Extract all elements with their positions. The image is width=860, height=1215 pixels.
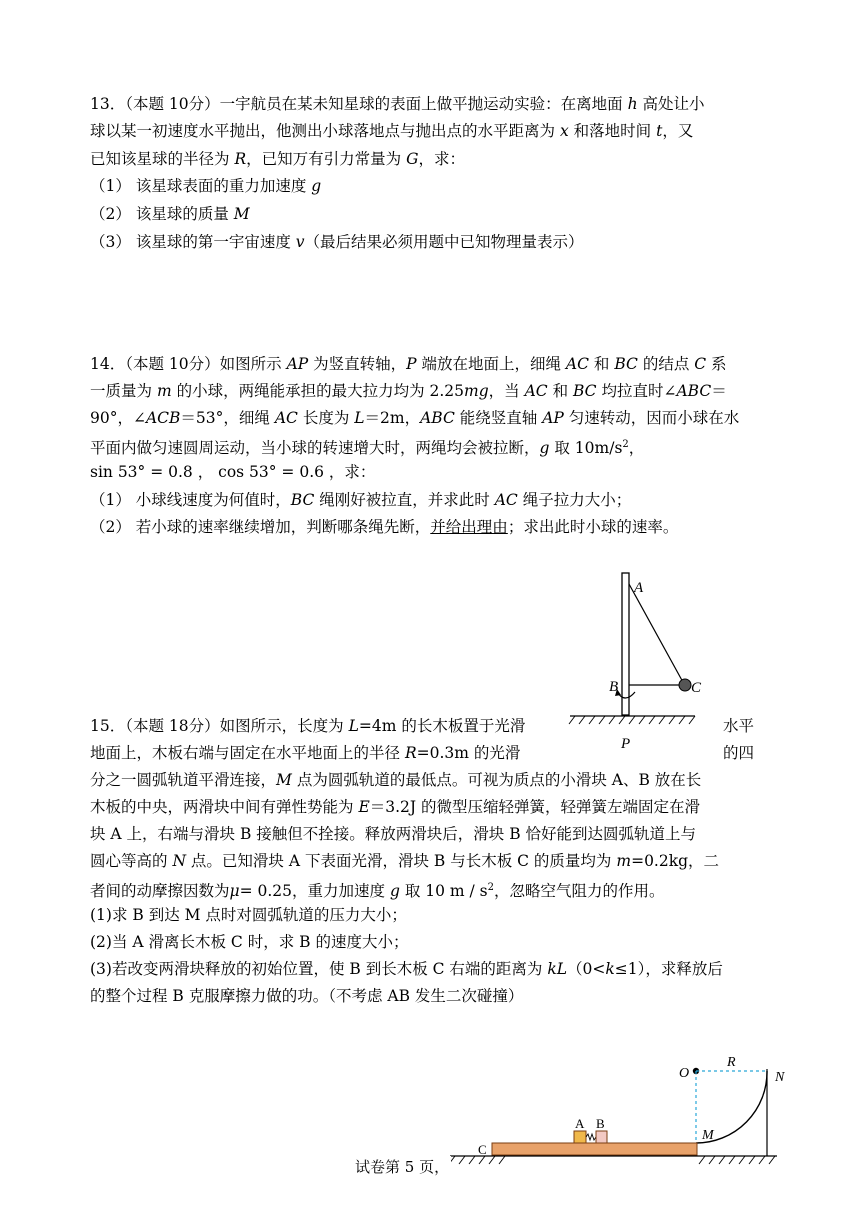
text-run: ＝2m， (364, 409, 421, 427)
q15-sub-4: 的整个过程 B 克服摩擦力做的功。（不考虑 AB 发生二次碰撞） (90, 987, 524, 1005)
text-run: 14．（本题 10分）如图所示 (90, 355, 287, 373)
math-variable: C (694, 355, 707, 373)
q15-line-2: 地面上，木板右端与固定在水平地面上的半径 R=0.3m 的光滑 (90, 744, 521, 762)
text-run: 长度为 (297, 409, 355, 427)
label-p: P (621, 736, 631, 752)
block-b (596, 1131, 607, 1143)
text-run: 绳子拉力大小； (517, 491, 632, 509)
label-r: R (727, 1055, 736, 1070)
math-variable: AC (274, 409, 298, 427)
q15-line-1: 15．（本题 18分）如图所示，长度为 L=4m 的长木板置于光滑 (90, 717, 526, 735)
q14-line-5: sin 53° = 0.8 ， cos 53° = 0.6 ，求： (90, 463, 376, 481)
spring-icon (586, 1134, 596, 1140)
text-run: 能绕竖直轴 (454, 409, 543, 427)
label-c: C (478, 1142, 487, 1157)
label-n: N (775, 1070, 785, 1085)
text-run: 和 (588, 355, 615, 373)
q15-sub-3: (3)若改变两滑块释放的初始位置，使 B 到长木板 C 右端的距离为 kL（0<k≤1），求释放后 (90, 960, 723, 978)
q15-sub-1: (1)求 B 到达 M 点时对圆弧轨道的压力大小； (90, 906, 407, 924)
text-run: 绳刚好被拉直，并求此时 (314, 491, 495, 509)
rotation-axis (622, 573, 629, 715)
q13-sub-3: （3） 该星球的第一宇宙速度 v（最后结果必须用题中已知物理量表示） (90, 233, 584, 251)
math-variable: BC (614, 355, 638, 373)
text-run: 一质量为 (90, 382, 157, 400)
q14-line-1 (90, 353, 727, 375)
math-variable: AC (524, 382, 548, 400)
page-footer: 试卷第 5 页， (355, 1158, 450, 1176)
q13-sub-1: （1） 该星球表面的重力加速度 g (90, 177, 322, 195)
label-b: B (609, 679, 619, 695)
q15-line-2-end: 的四 (723, 744, 755, 762)
math-variable: ABC (676, 382, 712, 400)
text-run: ＝53°，细绳 (180, 409, 275, 427)
q14-sub-2: （2） 若小球的速率继续增加，判断哪条绳先断，并给出理由；求出此时小球的速率。 (90, 518, 679, 536)
q13-line-2: 球以某一初速度水平抛出，他测出小球落地点与抛出点的水平距离为 x 和落地时间 t，又 (90, 122, 694, 140)
text-run: 为竖直转轴， (308, 355, 407, 373)
ball-c (679, 679, 691, 691)
text-run: 均拉直时∠ (596, 382, 677, 400)
math-variable: BC (573, 382, 597, 400)
block-a (574, 1131, 586, 1143)
math-variable: AP (542, 409, 564, 427)
q14-figure (565, 568, 705, 753)
q15-line-7: 者间的动摩擦因数为μ= 0.25，重力加速度 g 取 10 m / $s^2$，忽略空气阻力的作用。 (90, 882, 665, 901)
math-variable: ABC (420, 409, 455, 427)
q14-line-2 (90, 380, 727, 402)
q13-sub-2: （2） 该星球的质量 M (90, 205, 250, 223)
math-variable: ACB (145, 409, 181, 427)
math-variable: L (354, 409, 365, 427)
math-variable: P (406, 355, 417, 373)
label-o: O (679, 1066, 690, 1081)
q14-sub-1 (90, 489, 631, 511)
q15-figure (445, 1055, 795, 1165)
q15-line-5: 块 A 上，右端与滑块 B 接触但不拴接。释放两滑块后，滑块 B 恰好能到达圆弧轨道上与 (90, 825, 697, 843)
label-b: B (596, 1116, 605, 1131)
q15-line-4: 木板的中央，两滑块中间有弹性势能为 E＝3.2J 的微型压缩轻弹簧，轻弹簧左端固定在滑 (90, 798, 701, 816)
math-variable: BC (290, 491, 315, 509)
text-run: 的结点 (637, 355, 695, 373)
math-variable: m (156, 382, 172, 400)
label-a: A (575, 1116, 585, 1131)
label-a: A (634, 580, 644, 596)
label-m: M (702, 1128, 714, 1143)
q13-line-3: 已知该星球的半径为 R，已知万有引力常量为 G，求： (90, 150, 465, 168)
text-run: 系 (706, 355, 727, 373)
text-run: 端放在地面上，细绳 (416, 355, 566, 373)
text-run: ＝ (711, 382, 727, 400)
text-run: 匀速转动，因而小球在水 (563, 409, 740, 427)
q13-line-1: 13．（本题 10分）一宇航员在某未知星球的表面上做平抛运动实验：在离地面 h 高处让小 (90, 95, 705, 113)
q15-line-3: 分之一圆弧轨道平滑连接，M 点为圆弧轨道的最低点。可视为质点的小滑块 A、B 放在长 (90, 771, 702, 789)
text-run: 的小球，两绳能承担的最大拉力均为 2.25 (171, 382, 465, 400)
label-c: C (691, 680, 702, 696)
math-variable: AC (494, 491, 518, 509)
q15-line-1-end: 水平 (723, 717, 755, 735)
math-variable: AC (565, 355, 589, 373)
text-run: 90°，∠ (90, 409, 146, 427)
long-board-c (492, 1143, 697, 1155)
math-variable: mg (464, 382, 489, 400)
text-run: （1） 小球线速度为何值时， (90, 491, 291, 509)
q14-line-3 (90, 407, 739, 429)
q15-sub-2: (2)当 A 滑离长木板 C 时，求 B 的速度大小； (90, 933, 409, 951)
math-variable: AP (286, 355, 309, 373)
text-run: ，当 (488, 382, 525, 400)
rope-ac (629, 584, 684, 684)
text-run: 和 (547, 382, 573, 400)
q15-line-6: 圆心等高的 N 点。已知滑块 A 下表面光滑，滑块 B 与长木板 C 的质量均为 m=0.2kg，二 (90, 852, 720, 870)
q14-line-4: 平面内做匀速圆周运动，当小球的转速增大时，两绳均会被拉断，g 取 $10m/s^2$， (90, 439, 645, 458)
